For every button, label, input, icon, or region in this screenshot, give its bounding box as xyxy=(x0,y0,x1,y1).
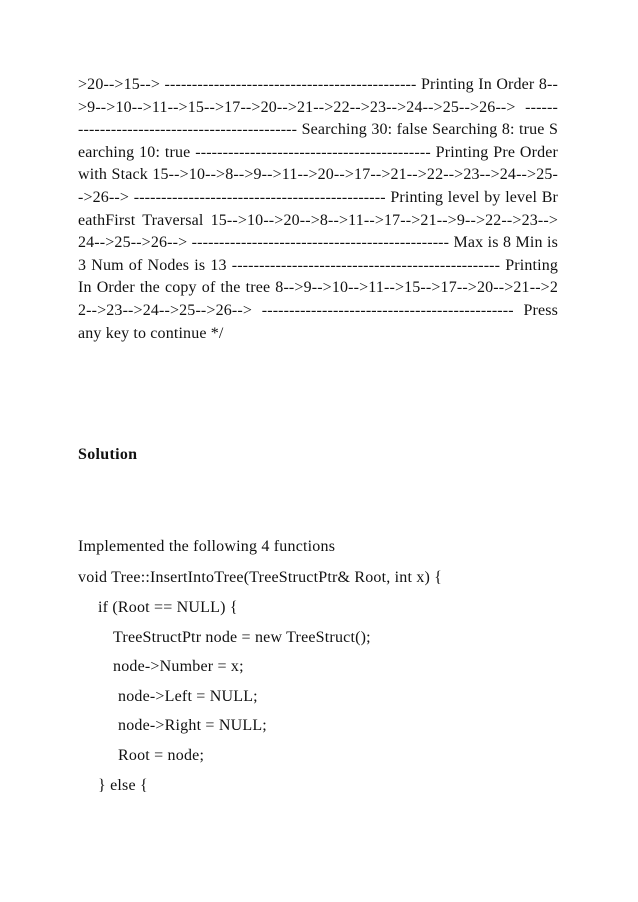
code-line: TreeStructPtr node = new TreeStruct(); xyxy=(113,629,371,646)
code-line: node->Left = NULL; xyxy=(118,688,258,705)
code-line: node->Right = NULL; xyxy=(118,717,267,734)
code-line: } else { xyxy=(98,777,148,794)
code-line: node->Number = x; xyxy=(113,658,244,675)
code-line: Root = node; xyxy=(118,747,205,764)
solution-intro: Implemented the following 4 functions xyxy=(78,538,336,555)
solution-heading: Solution xyxy=(78,446,138,463)
code-line: void Tree::InsertIntoTree(TreeStructPtr& Root, int x) { xyxy=(78,569,443,586)
program-output-text: >20-->15--> ---------------------------------------------- Printing In Order 8-->9-->10-->11-->15-->17-->20-->21-->22-->23-->24-->25-->26--> ---------------------------------------------- Searching 30: false Searching 8: true Searching 10: true ------------------------------------------- Printing Pre Order with Stack 15-->10-->8-->9-->11-->20-->17-->21-->22-->23-->24-->25-->26--> ---------------------------------------------- Printing level by level BreathFirst Traversal 15-->10-->20-->8-->11-->17-->21-->9-->22-->23-->24-->25-->26--> ----------------------------------------------- Max is 8 Min is 3 Num of Nodes is 13 ------------------------------------------------- Printing In Order the copy of the tree 8-->9-->10-->11-->15-->17-->20-->21-->22-->23-->24-->25-->26--> ---------------------------------------------- Press any key to continue */ xyxy=(78,76,558,342)
code-line: if (Root == NULL) { xyxy=(98,599,238,616)
